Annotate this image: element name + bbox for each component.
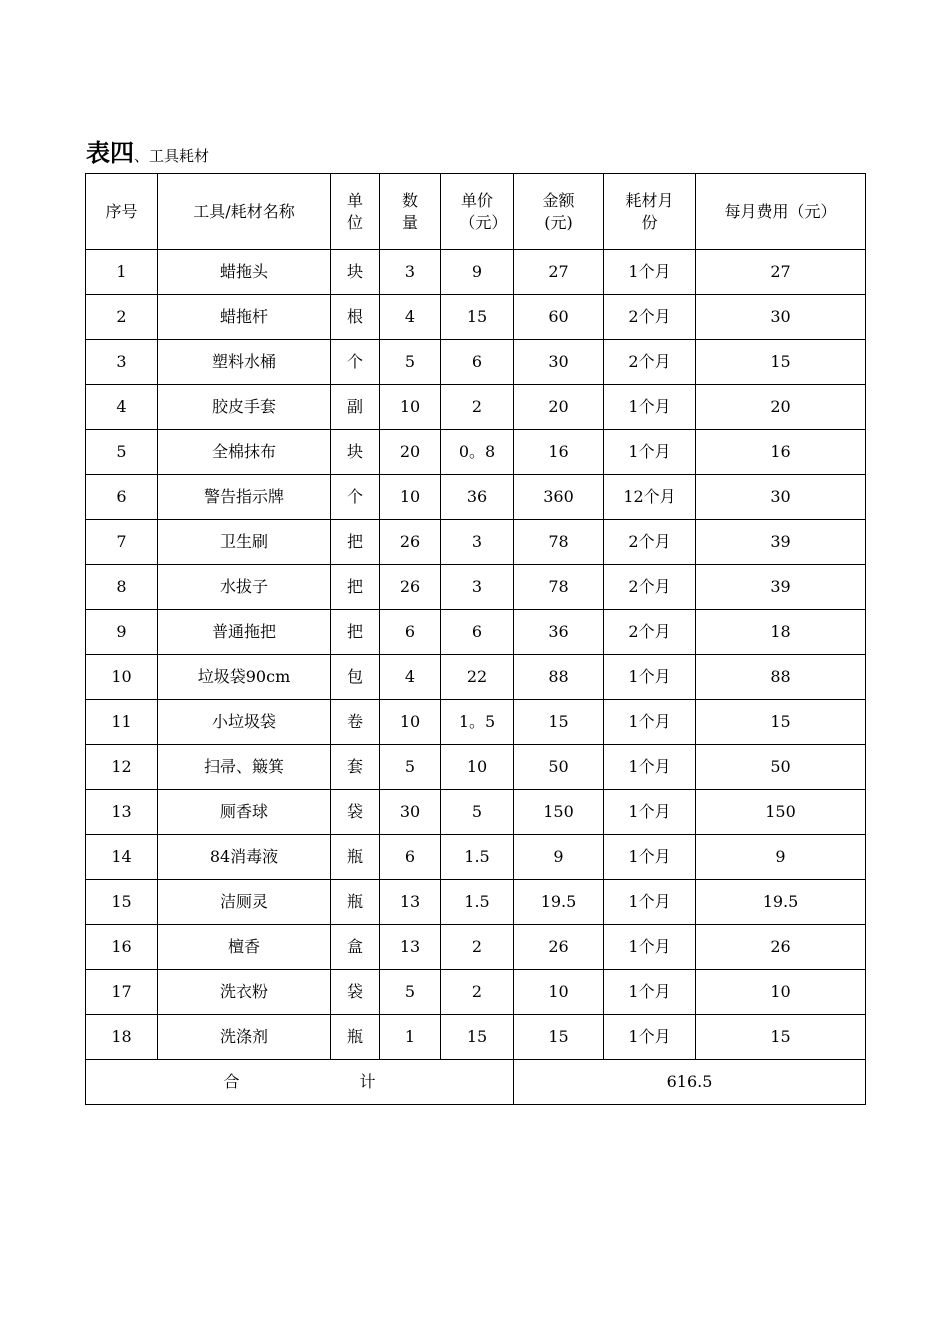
cell-qty: 13 [380, 925, 441, 970]
cell-amount: 60 [514, 295, 604, 340]
cell-name: 卫生刷 [158, 520, 331, 565]
cell-amount: 15 [514, 700, 604, 745]
table-title-sub: 、工具耗材 [134, 147, 210, 165]
cell-qty: 1 [380, 1015, 441, 1060]
header-months-label: 耗材月份 [625, 190, 674, 232]
cell-index: 8 [86, 565, 158, 610]
cell-index: 2 [86, 295, 158, 340]
cell-price: 10 [441, 745, 514, 790]
cell-price: 15 [441, 295, 514, 340]
cell-price: 3 [441, 565, 514, 610]
header-name: 工具/耗材名称 [158, 174, 331, 250]
cell-index: 7 [86, 520, 158, 565]
cell-monthly: 150 [696, 790, 866, 835]
cell-price: 6 [441, 610, 514, 655]
header-unit [331, 174, 380, 250]
cell-months: 1个月 [604, 430, 696, 475]
table-row [86, 970, 866, 1015]
cell-name: 胶皮手套 [158, 385, 331, 430]
cell-index: 6 [86, 475, 158, 520]
cell-months: 2个月 [604, 610, 696, 655]
cell-monthly: 15 [696, 1015, 866, 1060]
cell-price: 6 [441, 340, 514, 385]
cell-price: 5 [441, 790, 514, 835]
cell-amount: 88 [514, 655, 604, 700]
cell-amount: 360 [514, 475, 604, 520]
cell-amount: 27 [514, 250, 604, 295]
cell-monthly: 26 [696, 925, 866, 970]
cell-qty: 26 [380, 520, 441, 565]
cell-name: 洗涤剂 [158, 1015, 331, 1060]
header-qty [380, 174, 441, 250]
cell-unit: 瓶 [331, 880, 380, 925]
table-row [86, 430, 866, 475]
cell-unit: 卷 [331, 700, 380, 745]
cell-amount: 150 [514, 790, 604, 835]
cell-monthly: 50 [696, 745, 866, 790]
cell-months: 1个月 [604, 1015, 696, 1060]
cell-months: 1个月 [604, 925, 696, 970]
cell-amount: 16 [514, 430, 604, 475]
cell-monthly: 15 [696, 340, 866, 385]
table-body [86, 250, 866, 1060]
cell-monthly: 20 [696, 385, 866, 430]
cell-amount: 19.5 [514, 880, 604, 925]
cell-unit: 个 [331, 475, 380, 520]
cell-index: 3 [86, 340, 158, 385]
cell-monthly: 39 [696, 520, 866, 565]
cell-name: 84消毒液 [158, 835, 331, 880]
cell-index: 15 [86, 880, 158, 925]
cell-index: 10 [86, 655, 158, 700]
cell-index: 18 [86, 1015, 158, 1060]
total-label-cell [86, 1060, 514, 1105]
cell-qty: 4 [380, 295, 441, 340]
cell-qty: 3 [380, 250, 441, 295]
table-row [86, 655, 866, 700]
cell-unit: 块 [331, 250, 380, 295]
table-row [86, 520, 866, 565]
cell-index: 17 [86, 970, 158, 1015]
table-row [86, 835, 866, 880]
total-label-left: 合 [223, 1072, 240, 1091]
cell-name: 蜡拖杆 [158, 295, 331, 340]
consumables-table [85, 173, 866, 1105]
cell-months: 1个月 [604, 250, 696, 295]
cell-unit: 副 [331, 385, 380, 430]
cell-amount: 36 [514, 610, 604, 655]
table-row [86, 250, 866, 295]
cell-months: 1个月 [604, 385, 696, 430]
cell-months: 1个月 [604, 970, 696, 1015]
cell-amount: 9 [514, 835, 604, 880]
cell-name: 檀香 [158, 925, 331, 970]
cell-unit: 把 [331, 610, 380, 655]
cell-name: 塑料水桶 [158, 340, 331, 385]
cell-name: 小垃圾袋 [158, 700, 331, 745]
cell-qty: 5 [380, 970, 441, 1015]
cell-amount: 30 [514, 340, 604, 385]
cell-qty: 10 [380, 385, 441, 430]
cell-amount: 78 [514, 520, 604, 565]
cell-price: 2 [441, 970, 514, 1015]
cell-monthly: 16 [696, 430, 866, 475]
cell-unit: 盒 [331, 925, 380, 970]
table-row [86, 340, 866, 385]
cell-name: 扫帚、簸箕 [158, 745, 331, 790]
cell-amount: 26 [514, 925, 604, 970]
table-row [86, 565, 866, 610]
header-unit-label: 单位 [346, 190, 363, 232]
cell-unit: 袋 [331, 970, 380, 1015]
cell-index: 12 [86, 745, 158, 790]
cell-amount: 10 [514, 970, 604, 1015]
cell-index: 9 [86, 610, 158, 655]
cell-months: 1个月 [604, 745, 696, 790]
cell-name: 蜡拖头 [158, 250, 331, 295]
cell-price: 0。8 [441, 430, 514, 475]
cell-months: 2个月 [604, 565, 696, 610]
header-price-label: 单价（元） [459, 190, 508, 232]
cell-unit: 包 [331, 655, 380, 700]
cell-unit: 把 [331, 520, 380, 565]
cell-months: 12个月 [604, 475, 696, 520]
cell-monthly: 15 [696, 700, 866, 745]
cell-name: 厕香球 [158, 790, 331, 835]
table-row [86, 385, 866, 430]
cell-unit: 袋 [331, 790, 380, 835]
cell-qty: 4 [380, 655, 441, 700]
header-index: 序号 [86, 174, 158, 250]
cell-price: 22 [441, 655, 514, 700]
cell-price: 2 [441, 385, 514, 430]
cell-monthly: 88 [696, 655, 866, 700]
total-value: 616.5 [514, 1060, 866, 1105]
total-row [86, 1060, 866, 1105]
header-amount-label: 金额(元) [542, 190, 575, 232]
cell-monthly: 30 [696, 475, 866, 520]
cell-unit: 块 [331, 430, 380, 475]
cell-months: 1个月 [604, 655, 696, 700]
cell-price: 36 [441, 475, 514, 520]
cell-amount: 15 [514, 1015, 604, 1060]
cell-qty: 30 [380, 790, 441, 835]
header-price [441, 174, 514, 250]
cell-name: 水拔子 [158, 565, 331, 610]
cell-qty: 20 [380, 430, 441, 475]
cell-amount: 50 [514, 745, 604, 790]
header-months [604, 174, 696, 250]
cell-qty: 5 [380, 340, 441, 385]
table-row [86, 745, 866, 790]
table-row [86, 925, 866, 970]
cell-monthly: 10 [696, 970, 866, 1015]
cell-qty: 13 [380, 880, 441, 925]
cell-monthly: 9 [696, 835, 866, 880]
cell-name: 垃圾袋90cm [158, 655, 331, 700]
cell-amount: 78 [514, 565, 604, 610]
cell-index: 13 [86, 790, 158, 835]
cell-qty: 5 [380, 745, 441, 790]
cell-qty: 6 [380, 835, 441, 880]
header-row [86, 174, 866, 250]
cell-qty: 10 [380, 700, 441, 745]
table-row [86, 295, 866, 340]
cell-months: 2个月 [604, 340, 696, 385]
cell-index: 11 [86, 700, 158, 745]
cell-unit: 把 [331, 565, 380, 610]
cell-monthly: 39 [696, 565, 866, 610]
cell-price: 1.5 [441, 880, 514, 925]
table-title [86, 133, 209, 168]
cell-months: 1个月 [604, 835, 696, 880]
cell-qty: 6 [380, 610, 441, 655]
cell-index: 5 [86, 430, 158, 475]
cell-months: 1个月 [604, 700, 696, 745]
cell-unit: 套 [331, 745, 380, 790]
cell-name: 洁厕灵 [158, 880, 331, 925]
table-row [86, 790, 866, 835]
cell-name: 警告指示牌 [158, 475, 331, 520]
cell-price: 15 [441, 1015, 514, 1060]
table-row [86, 700, 866, 745]
cell-price: 9 [441, 250, 514, 295]
table-row [86, 1015, 866, 1060]
cell-unit: 根 [331, 295, 380, 340]
header-monthly: 每月费用（元） [696, 174, 866, 250]
cell-monthly: 27 [696, 250, 866, 295]
cell-months: 2个月 [604, 295, 696, 340]
table-title-main: 表四 [86, 139, 134, 167]
cell-monthly: 30 [696, 295, 866, 340]
table-row [86, 475, 866, 520]
table-row [86, 610, 866, 655]
cell-price: 3 [441, 520, 514, 565]
cell-index: 16 [86, 925, 158, 970]
header-amount [514, 174, 604, 250]
cell-index: 4 [86, 385, 158, 430]
cell-monthly: 18 [696, 610, 866, 655]
cell-name: 全棉抹布 [158, 430, 331, 475]
cell-name: 洗衣粉 [158, 970, 331, 1015]
cell-name: 普通拖把 [158, 610, 331, 655]
cell-unit: 个 [331, 340, 380, 385]
cell-price: 1.5 [441, 835, 514, 880]
cell-index: 1 [86, 250, 158, 295]
cell-unit: 瓶 [331, 1015, 380, 1060]
cell-qty: 10 [380, 475, 441, 520]
cell-months: 2个月 [604, 520, 696, 565]
cell-index: 14 [86, 835, 158, 880]
cell-qty: 26 [380, 565, 441, 610]
header-qty-label: 数量 [401, 190, 418, 232]
cell-months: 1个月 [604, 880, 696, 925]
cell-price: 2 [441, 925, 514, 970]
cell-monthly: 19.5 [696, 880, 866, 925]
cell-unit: 瓶 [331, 835, 380, 880]
cell-months: 1个月 [604, 790, 696, 835]
table-row [86, 880, 866, 925]
cell-price: 1。5 [441, 700, 514, 745]
total-label-right: 计 [359, 1072, 376, 1091]
cell-amount: 20 [514, 385, 604, 430]
